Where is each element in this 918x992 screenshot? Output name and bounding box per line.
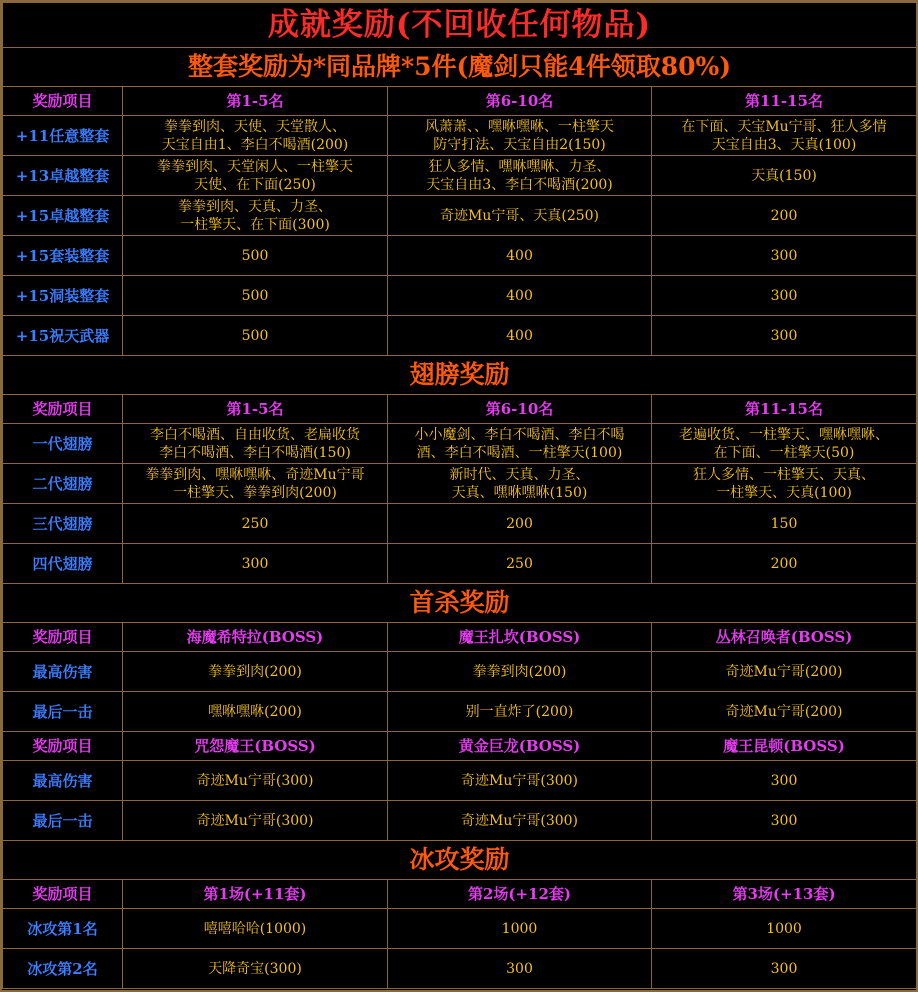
- cell-line: 奇迹Mu宁哥、天真(250): [440, 207, 599, 224]
- cell-line: 拳拳到肉、天堂闲人、一柱擎天: [157, 158, 353, 175]
- header-cell: 魔王昆顿(BOSS): [652, 732, 917, 761]
- ice-section-title: 冰攻奖励: [3, 841, 917, 880]
- cell-line: 500: [241, 287, 269, 304]
- reward-cell: 奇迹Mu宁哥(300): [388, 761, 652, 801]
- cell-line: 200: [506, 515, 533, 532]
- cell-line: 300: [770, 327, 798, 344]
- row-label: 冰攻第1名: [3, 909, 123, 949]
- reward-cell: 奇迹Mu宁哥(300): [123, 761, 388, 801]
- cell-line: 李白不喝酒、自由收货、老扁收货: [150, 426, 360, 443]
- row-label: +15卓越整套: [3, 196, 123, 236]
- row-label: 一代翅膀: [3, 424, 123, 464]
- cell-line: 250: [506, 555, 533, 572]
- first-kill-rows-1: [3, 652, 917, 732]
- cell-line: 狂人多情、嘿咻嘿咻、力圣、: [428, 158, 611, 175]
- row-label: 二代翅膀: [3, 464, 123, 504]
- reward-cell: [123, 276, 388, 316]
- cell-line: 新时代、天真、力圣、: [449, 466, 590, 483]
- reward-cell: 奇迹Mu宁哥(200): [652, 652, 917, 692]
- table-row: [3, 316, 917, 356]
- cell-line: 在下面、一柱擎天(50): [713, 444, 855, 461]
- row-label: 三代翅膀: [3, 504, 123, 544]
- cell-line: 一柱擎天、拳拳到肉(200): [173, 484, 337, 501]
- cell-line: 300: [770, 247, 798, 264]
- table-row: [3, 761, 917, 801]
- reward-cell: 天降奇宝(300): [123, 949, 388, 989]
- wings-header: [3, 395, 917, 424]
- header-cell: 第6-10名: [388, 87, 652, 116]
- table-row: [3, 909, 917, 949]
- cell-line: 酒、李白不喝酒、一柱擎天(100): [416, 444, 623, 461]
- reward-cell: [652, 276, 917, 316]
- reward-cell: 奇迹Mu宁哥(300): [388, 801, 652, 841]
- ice-header: [3, 880, 917, 909]
- cell-line: 400: [506, 287, 533, 304]
- reward-cell: [123, 544, 388, 584]
- wings-rows: [3, 424, 917, 584]
- reward-cell: [123, 464, 388, 504]
- table-row: [3, 464, 917, 504]
- cell-line: 在下面、天宝Mu宁哥、狂人多情: [681, 118, 887, 135]
- table-row: [3, 276, 917, 316]
- reward-cell: [123, 116, 388, 156]
- cell-line: 200: [770, 555, 798, 572]
- row-label: 最后一击: [3, 692, 123, 732]
- row-label: 最高伤害: [3, 761, 123, 801]
- row-label: +15祝天武器: [3, 316, 123, 356]
- row-label: 最后一击: [3, 801, 123, 841]
- row-label: +11任意整套: [3, 116, 123, 156]
- reward-cell: [652, 116, 917, 156]
- reward-cell: [123, 504, 388, 544]
- table-row: [3, 652, 917, 692]
- header-cell: 奖励项目: [3, 395, 123, 424]
- cell-line: 一柱擎天、在下面(300): [180, 216, 330, 233]
- reward-cell: 300: [652, 801, 917, 841]
- first-kill-section-title: 首杀奖励: [3, 584, 917, 623]
- reward-cell: [123, 156, 388, 196]
- table-row: [3, 156, 917, 196]
- cell-line: 天宝自由1、李白不喝酒(200): [161, 136, 349, 153]
- page-subtitle: 整套奖励为*同品牌*5件(魔剑只能4件领取80%): [3, 48, 917, 87]
- set-rewards-header: [3, 87, 917, 116]
- reward-cell: [652, 504, 917, 544]
- reward-table: [2, 2, 917, 989]
- header-cell: 第11-15名: [652, 395, 917, 424]
- cell-line: 防守打法、天宝自由2(150): [433, 136, 606, 153]
- reward-cell: [652, 236, 917, 276]
- cell-line: 250: [241, 515, 269, 532]
- table-row: [3, 504, 917, 544]
- set-rewards-rows: [3, 116, 917, 356]
- header-cell: 第6-10名: [388, 395, 652, 424]
- reward-cell: [652, 156, 917, 196]
- cell-line: 风萧萧、、嘿咻嘿咻、一柱擎天: [425, 118, 614, 135]
- wings-section-title: 翅膀奖励: [3, 356, 917, 395]
- reward-cell: [388, 464, 652, 504]
- cell-line: 500: [241, 247, 269, 264]
- cell-line: 拳拳到肉、嘿咻嘿咻、奇迹Mu宁哥: [145, 466, 365, 483]
- header-cell: 第1场(+11套): [123, 880, 388, 909]
- cell-line: 天真(150): [751, 167, 817, 184]
- first-kill-rows-2: [3, 761, 917, 841]
- row-label: 冰攻第2名: [3, 949, 123, 989]
- cell-line: 天宝自由3、天真(100): [711, 136, 857, 153]
- header-cell: 第1-5名: [123, 395, 388, 424]
- reward-cell: [652, 464, 917, 504]
- row-label: +15洞装整套: [3, 276, 123, 316]
- row-label: 最高伤害: [3, 652, 123, 692]
- cell-line: 老遍收货、一柱擎天、嘿咻嘿咻、: [679, 426, 890, 443]
- reward-cell: 1000: [388, 909, 652, 949]
- cell-line: 500: [241, 327, 269, 344]
- row-label: +15套装整套: [3, 236, 123, 276]
- cell-line: 一柱擎天、天真(100): [716, 484, 852, 501]
- reward-cell: 嘻嘻哈哈(1000): [123, 909, 388, 949]
- reward-cell: 奇迹Mu宁哥(300): [123, 801, 388, 841]
- cell-line: 天宝自由3、李白不喝酒(200): [426, 176, 613, 193]
- reward-cell: [123, 196, 388, 236]
- header-cell: 魔王扎坎(BOSS): [388, 623, 652, 652]
- first-kill-header-2: [3, 732, 917, 761]
- reward-cell: 奇迹Mu宁哥(200): [652, 692, 917, 732]
- reward-cell: [652, 316, 917, 356]
- cell-line: 300: [241, 555, 269, 572]
- reward-cell: [123, 316, 388, 356]
- reward-cell: [388, 156, 652, 196]
- reward-cell: [123, 236, 388, 276]
- header-cell: 奖励项目: [3, 87, 123, 116]
- reward-cell: [388, 276, 652, 316]
- reward-cell: 300: [652, 949, 917, 989]
- table-row: [3, 801, 917, 841]
- reward-cell: 嘿咻嘿咻(200): [123, 692, 388, 732]
- ice-rows: [3, 909, 917, 989]
- reward-cell: 拳拳到肉(200): [388, 652, 652, 692]
- reward-cell: [123, 424, 388, 464]
- page-title: 成就奖励(不回收任何物品): [3, 3, 917, 48]
- reward-cell: [652, 424, 917, 464]
- header-cell: 奖励项目: [3, 880, 123, 909]
- table-row: [3, 949, 917, 989]
- row-label: +13卓越整套: [3, 156, 123, 196]
- first-kill-header-1: [3, 623, 917, 652]
- header-cell: 黄金巨龙(BOSS): [388, 732, 652, 761]
- header-cell: 奖励项目: [3, 732, 123, 761]
- reward-cell: 300: [388, 949, 652, 989]
- table-row: [3, 116, 917, 156]
- header-cell: 第3场(+13套): [652, 880, 917, 909]
- cell-line: 李白不喝酒、李白不喝酒(150): [159, 444, 351, 461]
- table-row: [3, 236, 917, 276]
- reward-cell: 别一直炸了(200): [388, 692, 652, 732]
- table-row: [3, 544, 917, 584]
- table-row: [3, 196, 917, 236]
- header-cell: 奖励项目: [3, 623, 123, 652]
- table-row: [3, 424, 917, 464]
- cell-line: 150: [770, 515, 798, 532]
- reward-cell: [388, 316, 652, 356]
- header-cell: 第11-15名: [652, 87, 917, 116]
- reward-cell: [388, 236, 652, 276]
- reward-cell: 拳拳到肉(200): [123, 652, 388, 692]
- reward-cell: [652, 196, 917, 236]
- reward-cell: [388, 504, 652, 544]
- header-cell: 咒怨魔王(BOSS): [123, 732, 388, 761]
- cell-line: 天真、嘿咻嘿咻(150): [451, 484, 588, 501]
- cell-line: 400: [506, 247, 533, 264]
- reward-cell: [652, 544, 917, 584]
- header-cell: 第1-5名: [123, 87, 388, 116]
- cell-line: 拳拳到肉、天真、力圣、: [178, 198, 332, 215]
- reward-cell: [388, 544, 652, 584]
- table-row: [3, 692, 917, 732]
- reward-cell: 300: [652, 761, 917, 801]
- cell-line: 拳拳到肉、天使、天堂散人、: [164, 118, 346, 135]
- reward-cell: [388, 424, 652, 464]
- cell-line: 狂人多情、一柱擎天、天真、: [693, 466, 876, 483]
- row-label: 四代翅膀: [3, 544, 123, 584]
- cell-line: 200: [770, 207, 798, 224]
- cell-line: 300: [770, 287, 798, 304]
- cell-line: 天使、在下面(250): [194, 176, 316, 193]
- header-cell: 第2场(+12套): [388, 880, 652, 909]
- header-cell: 丛林召唤者(BOSS): [652, 623, 917, 652]
- reward-cell: [388, 196, 652, 236]
- reward-cell: [388, 116, 652, 156]
- cell-line: 小小魔剑、李白不喝酒、李白不喝: [414, 426, 625, 443]
- reward-cell: 1000: [652, 909, 917, 949]
- header-cell: 海魔希特拉(BOSS): [123, 623, 388, 652]
- cell-line: 400: [506, 327, 533, 344]
